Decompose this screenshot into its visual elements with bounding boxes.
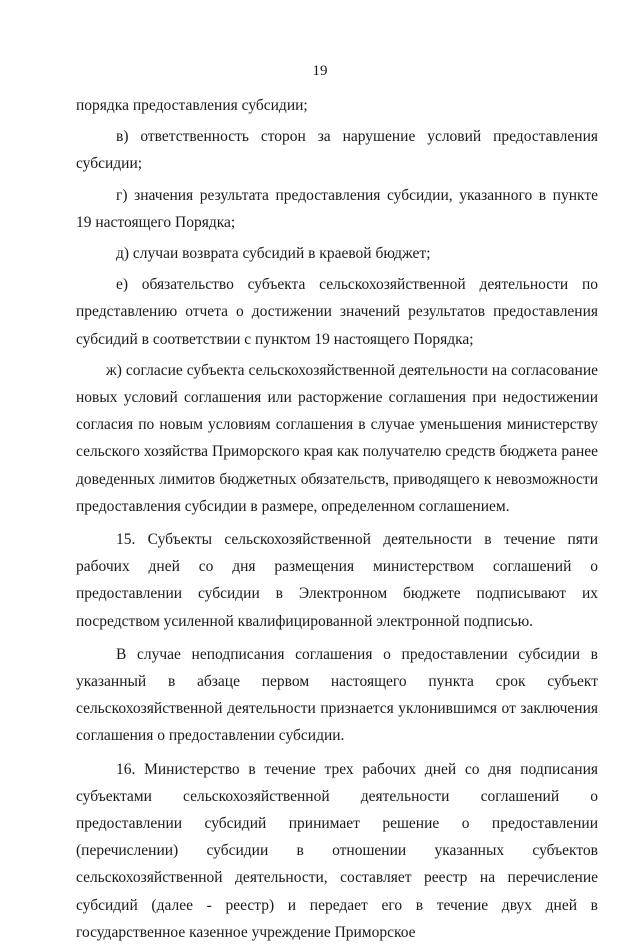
paragraph-point-15-refusal: В случае неподписания соглашения о предоставлении субсидии в указанный в абзаце первом настоящего пункта срок субъект сельскохозяйственной деятельности признается уклонившимся от заключения соглашения о предоставлении субсидии.: [76, 645, 598, 745]
paragraph-point-16: 16. Министерство в течение трех рабочих дней со дня подписания субъектами сельскохозяйственной деятельности соглашений о предоставлении субсидий принимает решение о предоставлении (перечислении) субсидии в отношении указанных субъектов сельскохозяйственной деятельности, составляет реестр на перечисление субсидий (далее - реестр) и передает его в течение двух дней в государственное казенное учреждение Приморское: [76, 760, 598, 941]
paragraph-item-zh: ж) согласие субъекта сельскохозяйственной деятельности на согласование новых условий соглашения или расторжение соглашения при недостижении согласия по новым условиям соглашения в случае уменьшения министерству сельского хозяйства Приморского края как получателю средств бюджета ранее доведенных лимитов бюджетных обязательств, приводящего к невозможности предоставления субсидии в размере, определенном соглашением.: [76, 361, 598, 515]
paragraph-point-15: 15. Субъекты сельскохозяйственной деятельности в течение пяти рабочих дней со дня размещения министерством соглашений о предоставлении субсидии в Электронном бюджете подписывают их посредством усиленной квалифицированной электронной подписью.: [76, 531, 598, 630]
document-body: [76, 92, 598, 946]
paragraph-continuation: порядка предоставления субсидии;: [76, 97, 308, 114]
paragraph-item-e: е) обязательство субъекта сельскохозяйственной деятельности по представлению отчета о достижении значений результатов предоставления субсидий в соответствии с пунктом 19 настоящего Порядка;: [76, 276, 598, 348]
page-number: 19: [312, 63, 328, 79]
paragraph-item-d: д) случаи возврата субсидий в краевой бюджет;: [116, 245, 431, 263]
paragraph-item-g: г) значения результата предоставления субсидии, указанного в пункте 19 настоящего Порядка;: [76, 186, 598, 231]
paragraph-item-v: в) ответственность сторон за нарушение условий предоставления субсидии;: [76, 128, 598, 173]
